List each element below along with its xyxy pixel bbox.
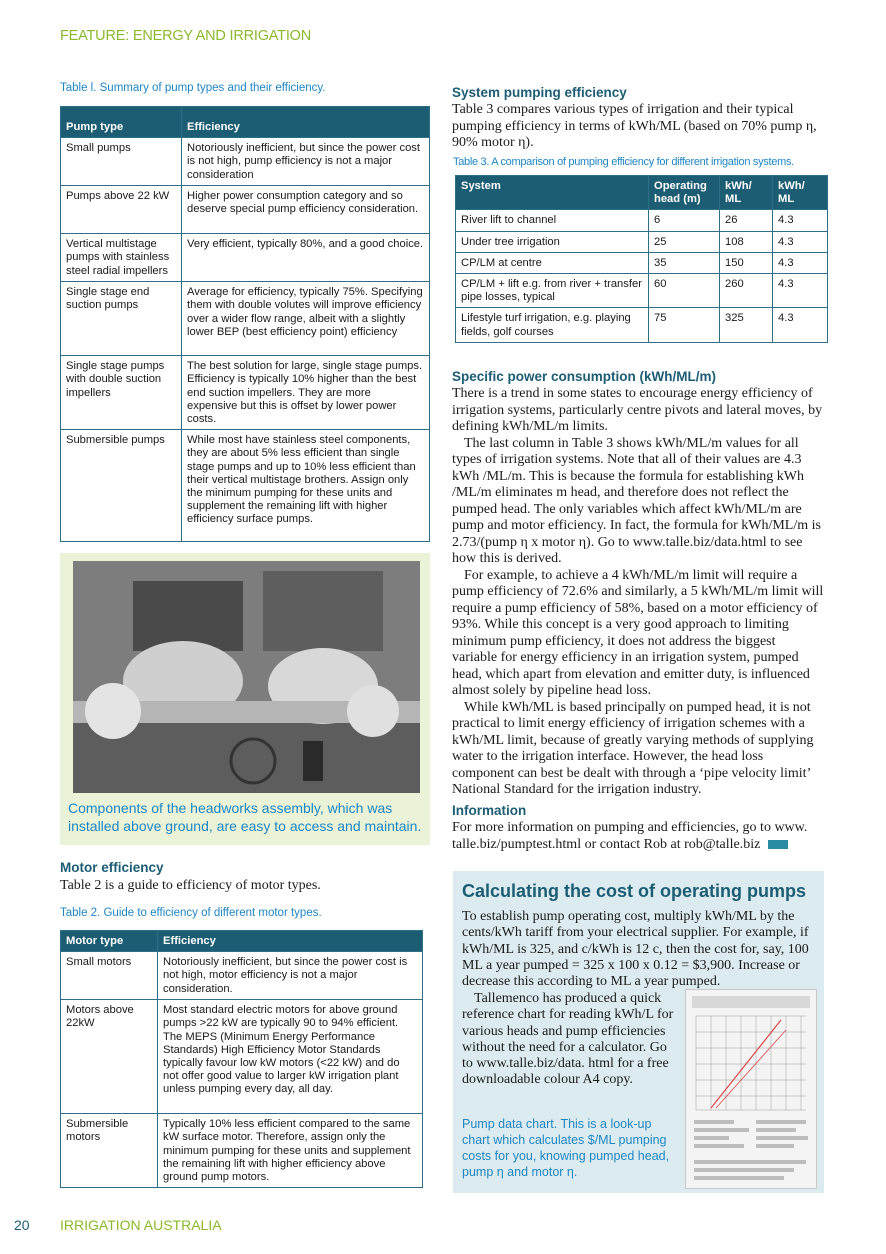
paragraph: While kWh/ML is based principally on pumped head, it is not practical to limit energy efficiency of irrigation schemes with a kWh/ML limit, because of greatly varying methods of supplying water to the irrigation interface. However, the head loss component can best be dealt with through a ‘pipe velocity limit’ National Standard for the irrigation industry. [452, 699, 814, 797]
table-cell: CP/LM + lift e.g. from river + transfer pipe losses, typical [456, 274, 649, 308]
table-cell: Notoriously inefficient, but since the power cost is not high, pump efficiency is not a major consideration [182, 138, 430, 186]
table-row [61, 186, 430, 234]
table-cell: Submersible motors [61, 1114, 158, 1188]
photo-panel [60, 553, 430, 845]
specific-heading: Specific power consumption (kWh/ML/m) [452, 369, 717, 384]
table-cell: Single stage pumps with double suction impellers [61, 356, 182, 430]
table-cell: While most have stainless steel components, they are about 5% less efficient than single stage pumps and up to 10% less efficient than their vertical multistage brothers. Assign only the minimum pumping for these units and supplement the remaining lift with higher efficiency surface pumps. [182, 430, 430, 542]
box-text-2: Tallemenco has produced a quick reference chart for reading kWh/L for various heads and pump efficiencies without the need for a calculator. Go to www.talle.biz/data. html for a free downloadable colour A4 copy. [462, 991, 674, 1088]
table-cell: River lift to channel [456, 210, 649, 231]
photo-caption: Components of the headworks assembly, which was installed above ground, are easy to access and maintain. [68, 800, 422, 834]
table-cell: Single stage end suction pumps [61, 282, 182, 356]
table-cell: The best solution for large, single stage pumps. Efficiency is typically 10% higher than the best end suction impellers. They are more expensive but this is offset by lower power costs. [182, 356, 430, 430]
table-cell: Most standard electric motors for above ground pumps >22 kW are typically 90 to 94% efficient. The MEPS (Minimum Energy Performance Standards) High Efficiency Motor Standards typically favour low kW motors (<22 kW) and do not offer good value to larger kW irrigation plant unless pumping every day, all day. [158, 1000, 423, 1114]
page-number: 20 [14, 1217, 30, 1233]
table-cell: 4.3 [773, 231, 828, 252]
table-header-row [456, 176, 828, 210]
table-cell: Very efficient, typically 80%, and a good choice. [182, 234, 430, 282]
table-cell: Lifestyle turf irrigation, e.g. playing fields, golf courses [456, 308, 649, 342]
table-cell: 75 [649, 308, 720, 342]
column-header: Efficiency [182, 107, 430, 138]
table-row [456, 231, 828, 252]
system-heading: System pumping efficiency [452, 85, 627, 100]
section-header: FEATURE: ENERGY AND IRRIGATION [60, 28, 312, 44]
box-text-1: To establish pump operating cost, multiply kWh/ML by the cents/kWh tariff from your electrical supplier. For example, if kWh/ML is 325, and c/kWh is 12 c, then the cost for, say, 100 ML a year pumped = 325 x 100 x 0.12 = $3,900. Increase or decrease this according to ML a year pumped. [462, 909, 809, 990]
table-header-row [61, 107, 430, 138]
table-cell: 108 [720, 231, 773, 252]
table-row [61, 138, 430, 186]
paragraph: There is a trend in some states to encourage energy efficiency of irrigation systems, particularly centre pivots and lateral moves, by defining kWh/ML/m limits. [452, 386, 823, 434]
cost-calculation-box [453, 871, 824, 1193]
pump-machinery-illustration [73, 561, 420, 793]
table-cell: Pumps above 22 kW [61, 186, 182, 234]
table-row [456, 252, 828, 273]
column-header: Motor type [61, 931, 158, 952]
table-cell: 4.3 [773, 274, 828, 308]
table-cell: Typically 10% less efficient compared to the same kW surface motor. Therefore, assign only the minimum pumping for these units and supplement the remaining lift with higher efficiency above ground pump motors. [158, 1114, 423, 1188]
pump-types-table [60, 106, 430, 542]
table-cell: Vertical multistage pumps with stainless steel radial impellers [61, 234, 182, 282]
table-cell: 325 [720, 308, 773, 342]
table-cell: Submersible pumps [61, 430, 182, 542]
information-heading: Information [452, 803, 527, 818]
box-title: Calculating the cost of operating pumps [462, 881, 807, 901]
pump-data-chart-image [685, 989, 817, 1189]
table-cell: 4.3 [773, 252, 828, 273]
column-header: kWh/ ML [773, 176, 828, 210]
table-cell: 260 [720, 274, 773, 308]
column-header: System [456, 176, 649, 210]
table-cell: 150 [720, 252, 773, 273]
table1-caption: Table l. Summary of pump types and their efficiency. [60, 82, 326, 94]
column-header: Efficiency [158, 931, 423, 952]
table-cell: Small motors [61, 952, 158, 1000]
table-row [456, 308, 828, 342]
table-cell: Notoriously inefficient, but since the power cost is not high, motor efficiency is not a major consideration. [158, 952, 423, 1000]
box-chart-caption: Pump data chart. This is a look-up chart which calculates $/ML pumping costs for you, knowing pumped head, pump η and motor η. [462, 1117, 670, 1179]
publication-title: IRRIGATION AUSTRALIA [60, 1217, 222, 1233]
table-cell: 6 [649, 210, 720, 231]
table-row [61, 430, 430, 542]
table-cell: Under tree irrigation [456, 231, 649, 252]
motor-types-table [60, 930, 423, 1188]
table-row [61, 1000, 423, 1114]
specific-body [452, 386, 824, 799]
system-text: Table 3 compares various types of irrigation and their typical pumping efficiency in terms of kWh/ML (based on 70% pump η, 90% motor η). [452, 102, 817, 150]
information-body: For more information on pumping and efficiencies, go to www. talle.biz/pumptest.html or contact Rob at rob@talle.biz [452, 820, 808, 852]
table-cell: 25 [649, 231, 720, 252]
paragraph: For example, to achieve a 4 kWh/ML/m limit will require a pump efficiency of 72.6% and similarly, a 5 kWh/ML/m limit will require a pump efficiency of 58%, based on a motor efficiency of 93%. While this concept is a very good approach to limiting minimum pump efficiency, it does not address the biggest variable for energy efficiency in an irrigation system, pumped head, which apart from elevation and emitter duty, is influenced almost solely by pipeline head loss. [452, 567, 824, 698]
table-cell: 60 [649, 274, 720, 308]
table-row [61, 234, 430, 282]
headworks-photo [73, 561, 420, 793]
table-cell: 35 [649, 252, 720, 273]
motor-text: Table 2 is a guide to efficiency of motor types. [60, 878, 321, 893]
table-cell: 4.3 [773, 308, 828, 342]
table-cell: 26 [720, 210, 773, 231]
table-row [456, 210, 828, 231]
table-row [61, 952, 423, 1000]
table-cell: Average for efficiency, typically 75%. Specifying them with double volutes will improve efficiency over a wider flow range, albeit with a slightly lower BEP (best efficiency point) efficiency [182, 282, 430, 356]
end-mark-icon [768, 840, 788, 849]
table3-caption: Table 3. A comparison of pumping efficiency for different irrigation systems. [453, 156, 794, 168]
motor-heading: Motor efficiency [60, 860, 164, 875]
table-cell: 4.3 [773, 210, 828, 231]
table-row [456, 274, 828, 308]
paragraph: The last column in Table 3 shows kWh/ML/m values for all types of irrigation systems. Note that all of their values are 4.3 kWh /ML/m. This is because the formula for establishing kWh /ML/m eliminates m head, and therefore does not reflect the pumped head. The only variables which affect kWh/ML/m are pump and motor efficiency. In fact, the formula for kWh/ML/m is 2.73/(pump η x motor η). Go to www.talle.biz/data.html to see how this is derived. [452, 435, 821, 566]
table-cell: CP/LM at centre [456, 252, 649, 273]
column-header: Operating head (m) [649, 176, 720, 210]
column-header: Pump type [61, 107, 182, 138]
table-row [61, 1114, 423, 1188]
table-cell: Higher power consumption category and so deserve special pump efficiency consideration. [182, 186, 430, 234]
table-row [61, 282, 430, 356]
information-text [452, 820, 824, 853]
table-cell: Small pumps [61, 138, 182, 186]
irrigation-systems-table [455, 175, 828, 343]
column-header: kWh/ ML [720, 176, 773, 210]
table2-caption: Table 2. Guide to efficiency of different motor types. [60, 907, 322, 919]
table-row [61, 356, 430, 430]
table-cell: Motors above 22kW [61, 1000, 158, 1114]
table-header-row [61, 931, 423, 952]
pump-chart-thumbnail [686, 990, 816, 1188]
